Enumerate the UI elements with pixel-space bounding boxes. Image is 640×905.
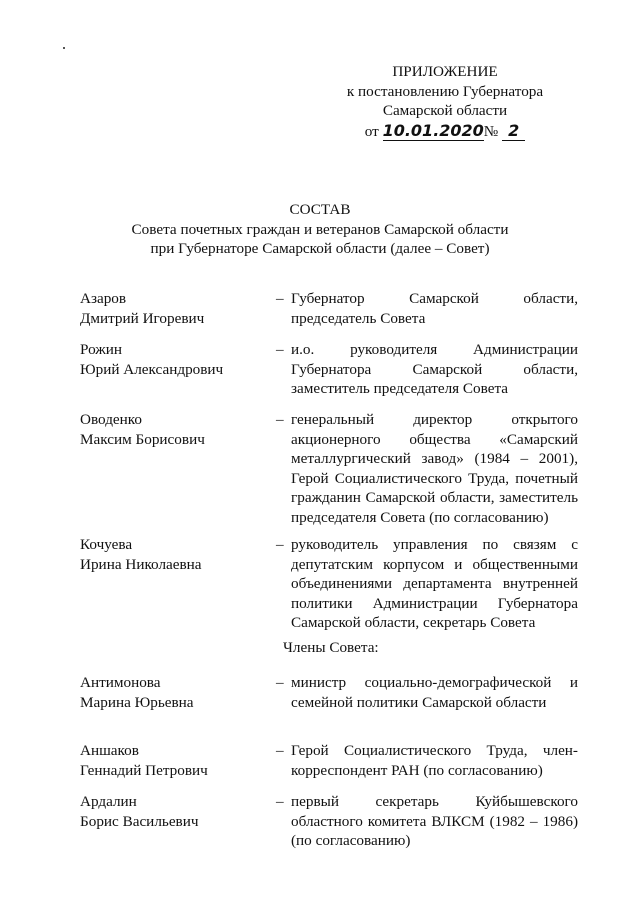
member-given-names: Марина Юрьевна [80, 693, 194, 711]
appendix-number-prefix: № [483, 122, 499, 140]
member-name [80, 340, 270, 379]
council-members-label: Члены Совета: [283, 639, 379, 656]
member-given-names: Геннадий Петрович [80, 761, 208, 779]
entry-dash: – [276, 341, 284, 358]
appendix-date: 10.01.2020 [382, 120, 484, 140]
entry-dash: – [276, 290, 284, 307]
member-surname: Рожин [80, 341, 123, 358]
member-surname: Кочуева [80, 536, 133, 553]
member-name [80, 741, 270, 780]
member-name [80, 792, 270, 831]
member-role: Герой Социалистического Труда, член-корреспондент РАН (по согласованию) [291, 742, 578, 779]
member-role: и.о. руководителя Администрации Губернатора Самарской области, заместитель председателя Совета [291, 341, 578, 397]
appendix-date-line [330, 121, 560, 141]
member-given-names: Борис Васильевич [80, 812, 199, 830]
appendix-block [330, 62, 560, 140]
member-surname: Оводенко [80, 411, 142, 428]
member-name [80, 535, 270, 574]
member-given-names: Юрий Александрович [80, 360, 224, 378]
appendix-title: ПРИЛОЖЕНИЕ [392, 63, 498, 80]
document-heading: СОСТАВ [289, 201, 351, 218]
member-surname: Антимонова [80, 674, 161, 691]
scan-speck-mark [63, 47, 65, 49]
member-role: первый секретарь Куйбышевского областного комитета ВЛКСМ (1982 – 1986) (по согласованию) [291, 793, 578, 849]
entry-dash: – [276, 411, 284, 428]
document-title-line-1: Совета почетных граждан и ветеранов Самарской области [131, 220, 509, 238]
appendix-line-2: Самарской области [382, 102, 508, 119]
member-name [80, 410, 270, 449]
member-given-names: Дмитрий Игоревич [80, 309, 205, 327]
document-title-line-2: при Губернаторе Самарской области (далее – Совет) [150, 240, 490, 257]
member-given-names: Максим Борисович [80, 430, 205, 448]
appendix-number: 2 [502, 121, 525, 141]
member-role: министр социально-демографической и семейной политики Самарской области [291, 674, 578, 711]
document-title-block [80, 200, 560, 259]
member-given-names: Ирина Николаевна [80, 555, 202, 573]
member-surname: Азаров [80, 290, 127, 307]
appendix-line-1: к постановлению Губернатора [346, 82, 544, 100]
member-name [80, 289, 270, 328]
member-role: руководитель управления по связям с депутатским корпусом и общественными объединениями департамента внутренней политики Администрации Губернатора Самарской области, секретарь Совета [291, 536, 578, 631]
member-surname: Аншаков [80, 742, 139, 759]
member-role: Губернатор Самарской области, председатель Совета [291, 290, 578, 327]
entry-dash: – [276, 742, 284, 759]
member-role: генеральный директор открытого акционерного общества «Самарский металлургический завод» (1984 – 2001), Герой Социалистического Труда, почетный гражданин Самарской области, заместитель председателя Совета (по согласованию) [291, 411, 578, 526]
entry-dash: – [276, 793, 284, 810]
entry-dash: – [276, 536, 284, 553]
appendix-from-prefix: от [364, 122, 379, 140]
entry-dash: – [276, 674, 284, 691]
member-name [80, 673, 270, 712]
member-surname: Ардалин [80, 793, 137, 810]
